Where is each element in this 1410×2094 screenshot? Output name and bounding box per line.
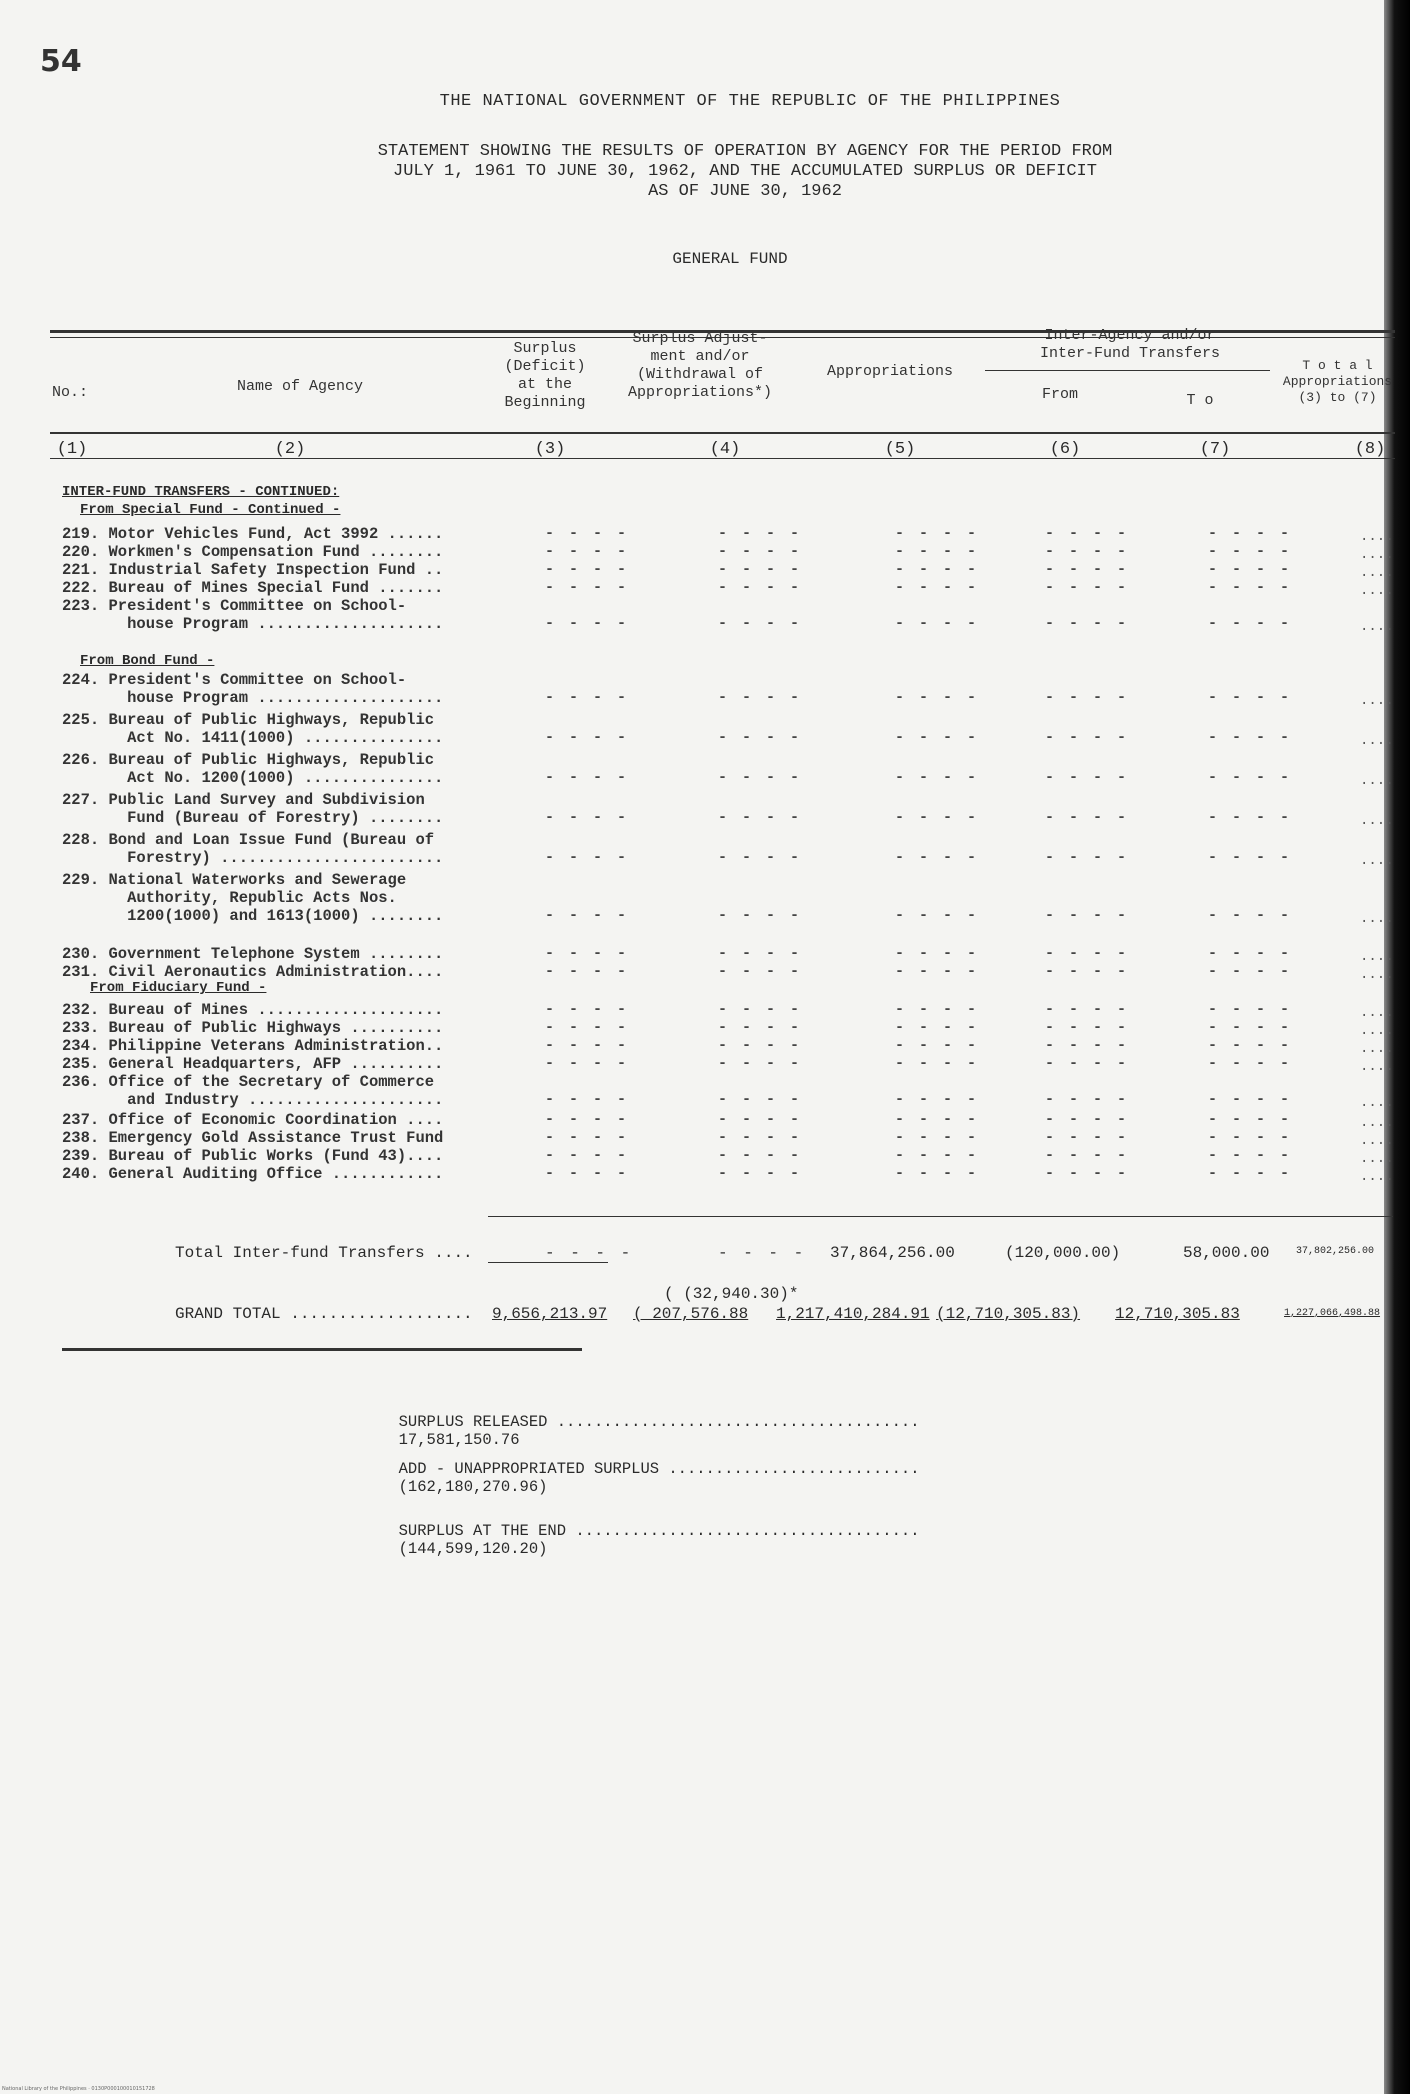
table-row: 221. Industrial Safety Inspection Fund .. [62,561,444,579]
empty-cell-dash: - - - - [545,543,630,560]
total-cell-dots: .... [1360,733,1394,749]
empty-cell-dash: - - - - [1045,769,1130,786]
total-cell-dots: .... [1360,773,1394,789]
empty-cell-dash: - - - - [1045,1001,1130,1018]
empty-cell-dash: - - - - [1045,1037,1130,1054]
empty-cell-dash: - - - - [545,525,630,542]
summary-surplus-released [380,1395,920,1449]
empty-cell-dash: - - - - [895,1055,980,1072]
total-label-rule [488,1262,608,1263]
empty-cell-dash: - - - - [545,809,630,826]
table-row: 223. President's Committee on School- house Program .................... [62,597,444,633]
subsection-bond-fund: From Bond Fund - [80,653,215,669]
total-cell-dots: .... [1360,1023,1394,1039]
table-row: 234. Philippine Veterans Administration.. [62,1037,444,1055]
grand-total-bottom-rule [62,1348,582,1351]
empty-cell-dash: - - - - [1045,907,1130,924]
inter-group-rule [985,370,1270,371]
total-inter-fund-from: (120,000.00) [1005,1244,1121,1262]
empty-cell-dash: - - - - [1045,1111,1130,1128]
subtitle-line-2: JULY 1, 1961 TO JUNE 30, 1962, AND THE ACCUMULATED SURPLUS OR DEFICIT [393,162,1097,181]
header-surplus-line: Surplus [513,340,577,357]
grand-total-adjustment-withdrawal: ( (32,940.30)* [664,1285,799,1303]
total-inter-fund-total: 37,802,256.00 [1296,1246,1375,1257]
table-row: 220. Workmen's Compensation Fund ........ [62,543,444,561]
empty-cell-dash: - - - - [1045,963,1130,980]
total-cell-dots: .... [1360,619,1394,635]
header-agency: Name of Agency [236,378,364,395]
empty-cell-dash: - - - - [1045,689,1130,706]
header-total-line: Appropriations [1282,374,1393,389]
empty-cell-dash: - - - - [1208,945,1293,962]
empty-cell-dash: - - - - [545,1019,630,1036]
colno-5: (5) [884,440,916,459]
empty-cell-dash: - - - - [1208,769,1293,786]
table-row: 236. Office of the Secretary of Commerce and Industry ..................... [62,1073,444,1109]
subsection-fiduciary-fund: From Fiduciary Fund - [90,980,267,996]
summary-label: SURPLUS RELEASED ....................................... [398,1413,920,1431]
total-inter-fund-surplus: - - - - [545,1244,634,1262]
empty-cell-dash: - - - - [895,561,980,578]
empty-cell-dash: - - - - [1208,615,1293,632]
empty-cell-dash: - - - - [1045,525,1130,542]
empty-cell-dash: - - - - [1045,561,1130,578]
table-row: 230. Government Telephone System ........ [62,945,444,963]
header-adjustment-line: Appropriations*) [627,384,773,401]
empty-cell-dash: - - - - [1208,561,1293,578]
empty-cell-dash: - - - - [718,561,803,578]
empty-cell-dash: - - - - [545,561,630,578]
empty-cell-dash: - - - - [1045,1147,1130,1164]
empty-cell-dash: - - - - [1208,1091,1293,1108]
empty-cell-dash: - - - - [1208,1147,1293,1164]
subsection-special-fund: From Special Fund - Continued - [80,502,341,518]
grand-total-appropriations: 1,217,410,284.91 [776,1305,930,1323]
table-row: 238. Emergency Gold Assistance Trust Fund [62,1129,444,1147]
empty-cell-dash: - - - - [1208,1129,1293,1146]
empty-cell-dash: - - - - [545,729,630,746]
empty-cell-dash: - - - - [1045,849,1130,866]
header-surplus-line: Beginning [504,394,586,411]
header-surplus [490,340,600,412]
empty-cell-dash: - - - - [895,1165,980,1182]
total-cell-dots: .... [1360,1095,1394,1111]
grand-total-to: 12,710,305.83 [1115,1305,1240,1323]
empty-cell-dash: - - - - [718,1091,803,1108]
empty-cell-dash: - - - - [545,945,630,962]
archive-footer: National Library of the Philippines · 0130P000100010151728 [2,2086,155,2092]
empty-cell-dash: - - - - [1045,1091,1130,1108]
total-cell-dots: .... [1360,1133,1394,1149]
total-cell-dots: .... [1360,1005,1394,1021]
empty-cell-dash: - - - - [718,1111,803,1128]
empty-cell-dash: - - - - [1045,579,1130,596]
total-inter-fund-adjustment: - - - - [718,1244,807,1262]
empty-cell-dash: - - - - [545,769,630,786]
empty-cell-dash: - - - - [1208,689,1293,706]
header-inter-line: Inter-Agency and/or [1044,327,1216,344]
empty-cell-dash: - - - - [1208,1111,1293,1128]
table-row: 224. President's Committee on School- house Program .................... [62,671,444,707]
empty-cell-dash: - - - - [1208,525,1293,542]
empty-cell-dash: - - - - [1208,543,1293,560]
empty-cell-dash: - - - - [895,543,980,560]
section-header: INTER-FUND TRANSFERS - CONTINUED: [62,484,340,500]
empty-cell-dash: - - - - [895,1147,980,1164]
total-cell-dots: .... [1360,565,1394,581]
header-inter-group [990,327,1270,363]
total-inter-fund-label: Total Inter-fund Transfers .... [175,1244,473,1262]
empty-cell-dash: - - - - [895,945,980,962]
empty-cell-dash: - - - - [895,809,980,826]
empty-cell-dash: - - - - [718,1165,803,1182]
empty-cell-dash: - - - - [718,1129,803,1146]
empty-cell-dash: - - - - [718,615,803,632]
header-inter-line: Inter-Fund Transfers [1039,345,1221,362]
total-rule [488,1216,1393,1217]
fund-name: GENERAL FUND [672,250,788,268]
table-row: 239. Bureau of Public Works (Fund 43).... [62,1147,444,1165]
empty-cell-dash: - - - - [1045,945,1130,962]
empty-cell-dash: - - - - [895,615,980,632]
grand-total-from: (12,710,305.83) [936,1305,1081,1323]
grand-total-total: 1,227,066,498.88 [1284,1308,1381,1319]
table-row: 235. General Headquarters, AFP .......... [62,1055,444,1073]
empty-cell-dash: - - - - [718,849,803,866]
table-row: 231. Civil Aeronautics Administration.... [62,963,444,981]
empty-cell-dash: - - - - [545,1037,630,1054]
empty-cell-dash: - - - - [718,1019,803,1036]
empty-cell-dash: - - - - [1208,963,1293,980]
empty-cell-dash: - - - - [718,1147,803,1164]
empty-cell-dash: - - - - [1208,849,1293,866]
total-cell-dots: .... [1360,1151,1394,1167]
empty-cell-dash: - - - - [545,1129,630,1146]
empty-cell-dash: - - - - [1208,809,1293,826]
page-title: THE NATIONAL GOVERNMENT OF THE REPUBLIC OF THE PHILIPPINES [439,92,1061,111]
empty-cell-dash: - - - - [545,579,630,596]
total-inter-fund-to: 58,000.00 [1183,1244,1270,1262]
empty-cell-dash: - - - - [1045,809,1130,826]
empty-cell-dash: - - - - [545,907,630,924]
empty-cell-dash: - - - - [1208,1055,1293,1072]
empty-cell-dash: - - - - [718,689,803,706]
table-row: 226. Bureau of Public Highways, Republic Act No. 1200(1000) ............... [62,751,444,787]
total-cell-dots: .... [1360,949,1394,965]
subtitle-line-1: STATEMENT SHOWING THE RESULTS OF OPERATION BY AGENCY FOR THE PERIOD FROM [377,142,1113,161]
empty-cell-dash: - - - - [895,849,980,866]
empty-cell-dash: - - - - [545,1055,630,1072]
total-cell-dots: .... [1360,529,1394,545]
empty-cell-dash: - - - - [1208,1165,1293,1182]
empty-cell-dash: - - - - [895,729,980,746]
header-total [1280,358,1395,406]
empty-cell-dash: - - - - [1208,1019,1293,1036]
statement-subtitle [350,142,1140,202]
total-cell-dots: .... [1360,693,1394,709]
total-cell-dots: .... [1360,1115,1394,1131]
table-row: 240. General Auditing Office ............ [62,1165,444,1183]
empty-cell-dash: - - - - [895,1111,980,1128]
colno-4: (4) [709,440,741,459]
header-total-line: T o t a l [1302,358,1373,373]
total-cell-dots: .... [1360,853,1394,869]
empty-cell-dash: - - - - [1045,1055,1130,1072]
empty-cell-dash: - - - - [1208,1037,1293,1054]
empty-cell-dash: - - - - [895,907,980,924]
header-bottom-rule [50,432,1395,434]
empty-cell-dash: - - - - [718,963,803,980]
grand-total-adjustment: ( 207,576.88 [633,1305,749,1323]
total-cell-dots: .... [1360,1169,1394,1185]
table-row: 225. Bureau of Public Highways, Republic Act No. 1411(1000) ............... [62,711,444,747]
empty-cell-dash: - - - - [718,525,803,542]
colno-3: (3) [534,440,566,459]
colno-7: (7) [1199,440,1231,459]
empty-cell-dash: - - - - [895,1019,980,1036]
table-row: 228. Bond and Loan Issue Fund (Bureau of Forestry) ........................ [62,831,444,867]
empty-cell-dash: - - - - [1045,1129,1130,1146]
header-from: From [1041,386,1078,403]
table-row: 219. Motor Vehicles Fund, Act 3992 ...... [62,525,444,543]
colno-2: (2) [274,440,306,459]
total-cell-dots: .... [1360,911,1394,927]
header-appropriations: Appropriations [826,363,954,380]
empty-cell-dash: - - - - [895,1129,980,1146]
empty-cell-dash: - - - - [718,769,803,786]
header-surplus-line: at the [517,376,572,393]
colno-6: (6) [1049,440,1081,459]
header-adjustment [615,330,785,402]
empty-cell-dash: - - - - [718,1055,803,1072]
grand-total-surplus: 9,656,213.97 [492,1305,608,1323]
empty-cell-dash: - - - - [718,809,803,826]
empty-cell-dash: - - - - [545,849,630,866]
empty-cell-dash: - - - - [545,963,630,980]
empty-cell-dash: - - - - [545,1091,630,1108]
colno-8: (8) [1354,440,1386,459]
empty-cell-dash: - - - - [545,1001,630,1018]
empty-cell-dash: - - - - [895,1001,980,1018]
header-adjustment-line: Surplus Adjust- [632,330,768,347]
summary-surplus-at-end [380,1504,920,1558]
summary-value: 17,581,150.76 [398,1431,520,1449]
summary-label: ADD - UNAPPROPRIATED SURPLUS ........................... [398,1460,920,1478]
empty-cell-dash: - - - - [545,1111,630,1128]
header-to: T o [1186,392,1214,409]
empty-cell-dash: - - - - [1208,1001,1293,1018]
empty-cell-dash: - - - - [1045,615,1130,632]
header-no: No.: [52,384,89,401]
subtitle-line-3: AS OF JUNE 30, 1962 [648,182,842,201]
header-adjustment-line: ment and/or [650,348,750,365]
header-total-line: (3) to (7) [1298,390,1377,405]
colno-1: (1) [56,440,88,459]
empty-cell-dash: - - - - [718,1001,803,1018]
empty-cell-dash: - - - - [895,963,980,980]
summary-value: (162,180,270.96) [398,1478,548,1496]
table-row: 232. Bureau of Mines .................... [62,1001,444,1019]
empty-cell-dash: - - - - [895,769,980,786]
empty-cell-dash: - - - - [895,525,980,542]
summary-unappropriated-surplus [380,1442,920,1496]
table-row: 222. Bureau of Mines Special Fund ....... [62,579,444,597]
table-row: 227. Public Land Survey and Subdivision Fund (Bureau of Forestry) ........ [62,791,444,827]
header-surplus-line: (Deficit) [504,358,586,375]
empty-cell-dash: - - - - [718,729,803,746]
empty-cell-dash: - - - - [1208,907,1293,924]
empty-cell-dash: - - - - [895,1091,980,1108]
total-cell-dots: .... [1360,547,1394,563]
grand-total-label: GRAND TOTAL ................... [175,1305,473,1323]
empty-cell-dash: - - - - [718,945,803,962]
total-cell-dots: .... [1360,583,1394,599]
empty-cell-dash: - - - - [1045,543,1130,560]
table-row: 233. Bureau of Public Highways .......... [62,1019,444,1037]
empty-cell-dash: - - - - [1208,579,1293,596]
empty-cell-dash: - - - - [1045,729,1130,746]
empty-cell-dash: - - - - [545,615,630,632]
empty-cell-dash: - - - - [718,907,803,924]
empty-cell-dash: - - - - [545,689,630,706]
summary-label: SURPLUS AT THE END ..................................... [398,1522,920,1540]
total-cell-dots: .... [1360,967,1394,983]
total-cell-dots: .... [1360,1041,1394,1057]
summary-value: (144,599,120.20) [398,1540,548,1558]
empty-cell-dash: - - - - [718,543,803,560]
total-inter-fund-appropriations: 37,864,256.00 [830,1244,955,1262]
table-row: 229. National Waterworks and Sewerage Authority, Republic Acts Nos. 1200(1000) and 1613(1000) ........ [62,871,444,925]
empty-cell-dash: - - - - [895,689,980,706]
empty-cell-dash: - - - - [718,1037,803,1054]
total-cell-dots: .... [1360,1059,1394,1075]
empty-cell-dash: - - - - [1208,729,1293,746]
header-adjustment-line: (Withdrawal of [636,366,764,383]
table-row: 237. Office of Economic Coordination .... [62,1111,444,1129]
empty-cell-dash: - - - - [1045,1165,1130,1182]
empty-cell-dash: - - - - [718,579,803,596]
empty-cell-dash: - - - - [1045,1019,1130,1036]
empty-cell-dash: - - - - [545,1165,630,1182]
page-number: 54 [40,44,82,79]
empty-cell-dash: - - - - [895,1037,980,1054]
empty-cell-dash: - - - - [545,1147,630,1164]
empty-cell-dash: - - - - [895,579,980,596]
total-cell-dots: .... [1360,813,1394,829]
